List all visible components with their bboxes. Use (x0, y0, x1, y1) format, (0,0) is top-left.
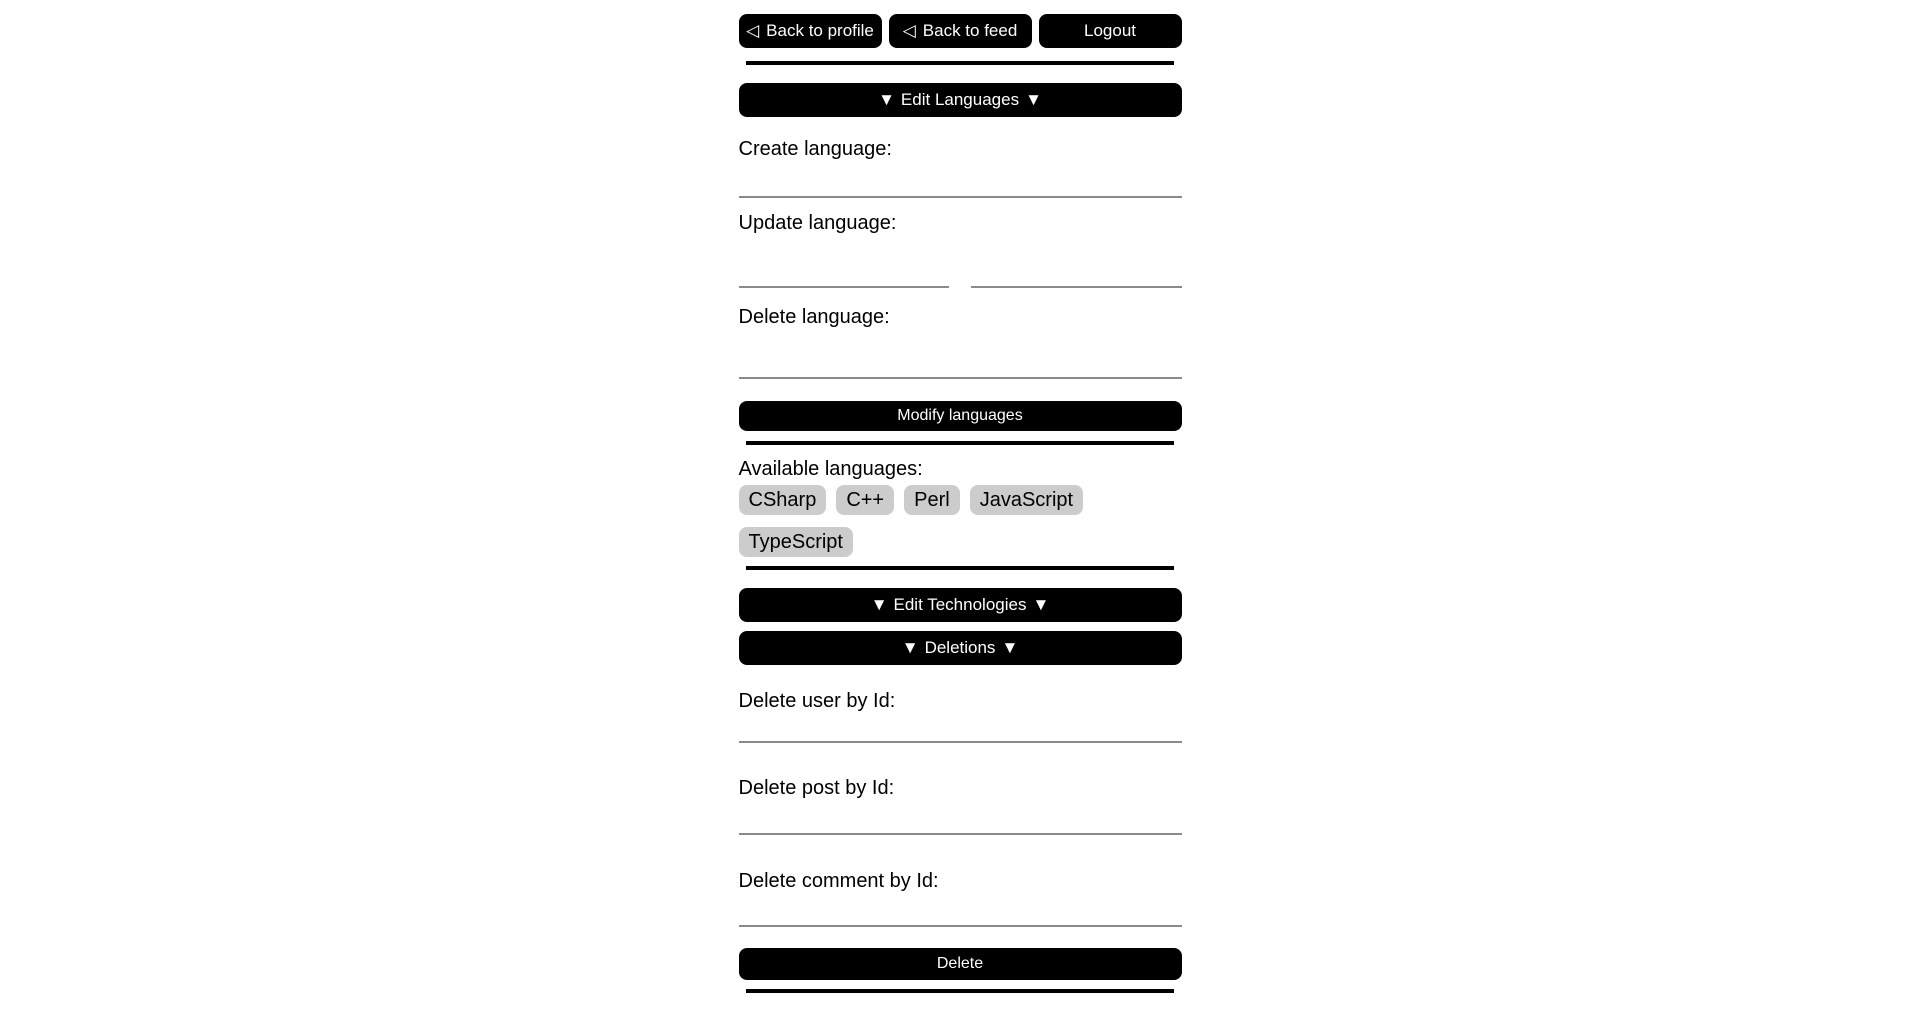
triangle-down-icon: ▼ (870, 595, 888, 614)
language-pill[interactable]: C++ (836, 485, 894, 515)
edit-languages-toggle[interactable] (739, 83, 1182, 117)
back-to-feed-label: Back to feed (922, 21, 1018, 40)
section-divider (746, 989, 1174, 993)
back-to-profile-label: Back to profile (766, 21, 874, 40)
triangle-down-icon: ▼ (901, 638, 919, 657)
logout-label: Logout (1084, 21, 1136, 40)
language-pill[interactable]: Perl (904, 485, 960, 515)
edit-technologies-toggle[interactable] (739, 588, 1182, 622)
triangle-down-icon: ▼ (1001, 638, 1019, 657)
delete-comment-input[interactable] (739, 893, 1182, 927)
delete-post-label: Delete post by Id: (738, 777, 895, 799)
delete-user-label: Delete user by Id: (738, 690, 896, 712)
delete-post-input[interactable] (739, 800, 1182, 835)
triangle-down-icon: ▼ (1025, 90, 1042, 109)
back-to-profile-button[interactable] (739, 14, 882, 48)
language-pill[interactable]: CSharp (739, 485, 827, 515)
triangle-down-icon: ▼ (878, 90, 895, 109)
delete-user-input[interactable] (739, 713, 1182, 743)
update-language-label: Update language: (738, 212, 897, 234)
triangle-down-icon: ▼ (1032, 595, 1050, 614)
triangle-left-icon: ◁ (902, 21, 916, 40)
delete-language-input[interactable] (739, 329, 1182, 379)
update-language-row (739, 235, 1182, 288)
language-pill[interactable]: JavaScript (970, 485, 1083, 515)
section-divider (746, 61, 1174, 65)
create-language-label: Create language: (738, 138, 892, 160)
delete-comment-label: Delete comment by Id: (738, 870, 939, 892)
language-pill[interactable]: TypeScript (739, 527, 853, 557)
logout-button[interactable] (1039, 14, 1182, 48)
edit-languages-toggle-label: Edit Languages (900, 90, 1020, 109)
delete-button[interactable]: Delete (739, 948, 1182, 980)
deletions-toggle[interactable] (739, 631, 1182, 665)
delete-language-label: Delete language: (738, 306, 890, 328)
section-divider (746, 441, 1174, 445)
top-button-row (739, 14, 1182, 48)
create-language-input[interactable] (739, 161, 1182, 198)
triangle-left-icon: ◁ (746, 21, 760, 40)
edit-technologies-toggle-label: Edit Technologies (893, 595, 1027, 614)
available-languages-list (739, 485, 1182, 557)
update-language-old-input[interactable] (739, 235, 950, 288)
modify-languages-button[interactable]: Modify languages (739, 401, 1182, 431)
back-to-feed-button[interactable] (889, 14, 1032, 48)
section-divider (746, 566, 1174, 570)
deletions-toggle-label: Deletions (924, 638, 996, 657)
available-languages-label: Available languages: (738, 458, 923, 480)
update-language-new-input[interactable] (971, 235, 1182, 288)
admin-panel (739, 0, 1182, 993)
